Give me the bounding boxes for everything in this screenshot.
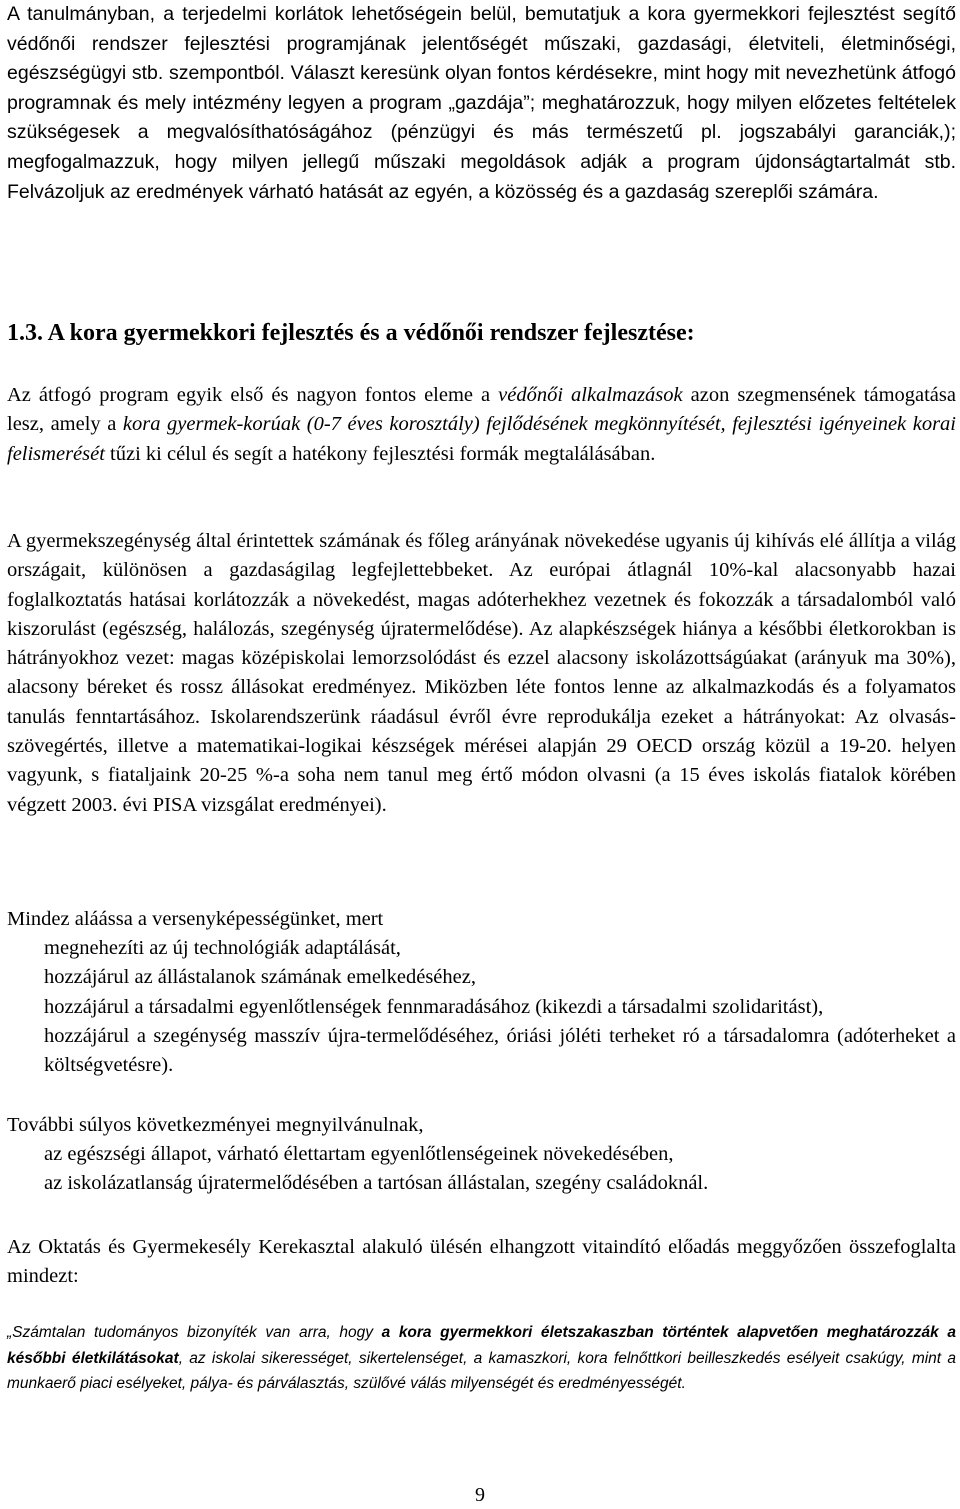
list-item: hozzájárul a szegénység masszív újra-termelődéséhez, óriási jóléti terheket ró a társadalomra (adóterheket a költségvetésre). [44,1024,956,1077]
para1-text-1: Az átfogó program egyik első és nagyon fontos eleme a [7,384,499,406]
list-item: az egészségi állapot, várható élettartam egyenlőtlenségeinek növekedésében, [44,1143,674,1165]
para1-text-3: tűzi ki célul és segít a hatékony fejlesztési formák megtalálásában. [104,442,656,465]
para1-italic-2: kora gyermek-korúak (0-7 éves korosztály) fejlődésének megkönnyítését, fejlesztési igényeinek korai felismerését [7,413,956,465]
list-item: hozzájárul a társadalmi egyenlőtlenségek fennmaradásához (kikezdi a társadalmi szolidaritást), [44,995,824,1018]
quote-text-2: , az iskolai sikerességet, sikertelenséget, a kamaszkori, kora felnőttkori beilleszkedés esélyeit csakúgy, mint a munkaerő piaci esélyeket, pálya- és párválasztás, szülővé válás milyenségét és eredményességét. [7,1349,957,1392]
para1-italic-1: védőnői alkalmazások [498,384,683,406]
list-item: megnehezíti az új technológiák adaptálását, [44,937,401,959]
intro-paragraph: A tanulmányban, a terjedelmi korlátok lehetőségein belül, bemutatjuk a kora gyermekkori fejlesztést segítő védőnői rendszer fejlesztési programjának jelentőségét műszaki, gazdasági, életviteli, életminőségi, egészségügyi stb. szempontból. Választ keresünk olyan fontos kérdésekre, mint hogy mit nevezhetünk átfogó programnak és mely intézmény legyen a program „gazdája”; meghatározzuk, hogy milyen előzetes feltételek szükségesek a megvalósíthatóságához (pénzügyi és más természetű pl. jogszabályi garanciák,); megfogalmazzuk, hogy milyen jellegű műszaki megoldások adják a program újdonságtartalmát stb. Felvázoljuk az eredmények várható hatását az egyén, a közösség és a gazdaság szereplői számára. [7,3,956,203]
quote-text-1: Számtalan tudományos bizonyíték van arra, hogy [12,1324,382,1341]
section-heading: 1.3. A kora gyermekkori fejlesztés és a védőnői rendszer fejlesztése: [7,320,695,346]
quote-open-mark: „ [7,1324,13,1341]
list2-intro: További súlyos következményei megnyilvánulnak, [7,1114,424,1136]
para1-text-2: azon szegmensének támogatása lesz, amely a [7,384,956,436]
list-item: hozzájárul az állástalanok számának emelkedéséhez, [44,966,476,989]
list-competitiveness [44,934,956,1080]
paragraph-program-element [7,381,956,469]
paragraph-child-poverty: A gyermekszegénység által érintettek számának és főleg arányának növekedése ugyanis új kihívás elé állítja a világ országait, különösen a gazdaságilag legfejlettebbeket. Az európai átlagnál 10%-kal alacsonyabb hazai foglalkoztatás hatásai korlátozzák a növekedést, magas adóterhekhez vezetnek és fokozzák a társadalomból való kiszorulást (egészség, halálozás, szegénység újratermelődése). Az alapkészségek hiánya a későbbi életkorokban is hátrányokhoz vezet: magas középiskolai lemorzsolódást és ezzel alacsony iskolázottságúakat (arányuk ma 30%), alacsony béreket és rossz állásokat eredményez. Miközben léte fontos lenne az alkalmazkodás és a folyamatos tanulás fenntartásához. Iskolarendszerünk ráadásul évről évre reprodukálja ezeket a hátrányokat: Az olvasás-szövegértés, illetve a matematikai-logikai készségek mérései alapján 29 OECD ország közül a 19-20. helyen vagyunk, s fiataljaink 20-25 %-a soha nem tanul meg értő módon olvasni (a 15 éves iskolás fiatalok körében végzett 2003. évi PISA vizsgálat eredményei). [7,530,956,816]
page-number: 9 [475,1484,485,1506]
paragraph-roundtable: Az Oktatás és Gyermekesély Kerekasztal alakuló ülésén elhangzott vitaindító előadás meggyőzően összefoglalta mindezt: [7,1236,956,1288]
quote-bold: a kora gyermekkori életszakaszban történtek alapvetően meghatározzák a későbbi életkilátásokat [7,1324,956,1367]
list-item: az iskolázatlanság újratermelődésében a tartósan állástalan, szegény családoknál. [44,1172,709,1195]
list-consequences [44,1140,956,1199]
list1-intro: Mindez aláássa a versenyképességünket, mert [7,908,384,930]
block-quote [7,1320,956,1397]
